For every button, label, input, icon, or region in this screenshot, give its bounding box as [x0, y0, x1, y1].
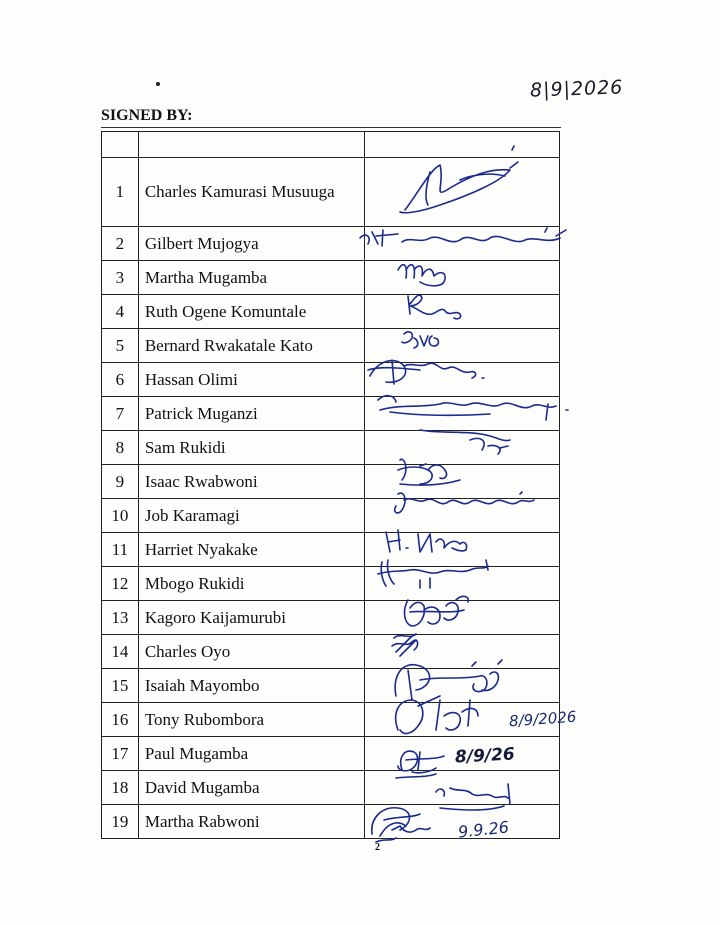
signed-by-heading: SIGNED BY: [101, 107, 561, 128]
signature-cell [364, 499, 559, 533]
signatory-name: Hassan Olimi [138, 363, 364, 397]
row-number: 8 [102, 431, 139, 465]
signatory-name: David Mugamba [138, 771, 364, 805]
signatory-name: Paul Mugamba [138, 737, 364, 771]
signature-date-19: 9.9.26 [457, 817, 510, 842]
table-row [102, 465, 560, 499]
page-number: 2 [375, 842, 380, 853]
signatory-table [101, 131, 560, 842]
signature-cell [364, 261, 559, 295]
header-cell-name [138, 132, 364, 158]
row-number: 7 [102, 397, 139, 431]
signatory-name: Isaiah Mayombo [138, 669, 364, 703]
signatory-name: Charles Kamurasi Musuuga [138, 158, 364, 227]
row-number: 6 [102, 363, 139, 397]
signatory-name: Sam Rukidi [138, 431, 364, 465]
row-number: 17 [102, 737, 139, 771]
row-number: 19 [102, 805, 139, 839]
signature-cell [364, 465, 559, 499]
table-row [102, 771, 560, 805]
signatory-name: Mbogo Rukidi [138, 567, 364, 601]
table-row [102, 635, 560, 669]
table-row [102, 295, 560, 329]
signature-date-16: 8/9/2026 [508, 707, 577, 731]
signature-cell [364, 431, 559, 465]
signatory-name: Tony Rubombora [138, 703, 364, 737]
handwritten-date: 8|9|2026 [529, 76, 624, 102]
signatory-name: Charles Oyo [138, 635, 364, 669]
signatory-name: Harriet Nyakake [138, 533, 364, 567]
header-cell-signature [364, 132, 559, 158]
row-number: 10 [102, 499, 139, 533]
table-row [102, 329, 560, 363]
row-number: 2 [102, 227, 139, 261]
row-number: 13 [102, 601, 139, 635]
table-row [102, 669, 560, 703]
header-cell-number [102, 132, 139, 158]
row-number: 14 [102, 635, 139, 669]
signatory-name: Ruth Ogene Komuntale [138, 295, 364, 329]
table-row [102, 499, 560, 533]
signature-cell [364, 669, 559, 703]
signature-cell [364, 363, 559, 397]
signatory-name: Job Karamagi [138, 499, 364, 533]
table-row [102, 158, 560, 227]
row-number: 12 [102, 567, 139, 601]
signature-cell [364, 533, 559, 567]
table-row [102, 567, 560, 601]
signature-cell [364, 397, 559, 431]
row-number: 3 [102, 261, 139, 295]
signatory-name: Martha Rabwoni [138, 805, 364, 839]
table-row [102, 363, 560, 397]
table-row [102, 397, 560, 431]
row-number: 5 [102, 329, 139, 363]
signature-cell [364, 158, 559, 227]
row-number: 9 [102, 465, 139, 499]
table-row [102, 533, 560, 567]
signature-cell [364, 635, 559, 669]
signature-cell [364, 329, 559, 363]
signature-cell [364, 295, 559, 329]
signatory-name: Patrick Muganzi [138, 397, 364, 431]
signatory-name: Martha Mugamba [138, 261, 364, 295]
row-number: 15 [102, 669, 139, 703]
table-row [102, 601, 560, 635]
signature-cell [364, 227, 559, 261]
row-number: 4 [102, 295, 139, 329]
table-header-row [102, 132, 560, 158]
signatory-name: Bernard Rwakatale Kato [138, 329, 364, 363]
signatory-name: Gilbert Mujogya [138, 227, 364, 261]
signatory-name: Kagoro Kaijamurubi [138, 601, 364, 635]
signature-cell [364, 771, 559, 805]
row-number: 11 [102, 533, 139, 567]
row-number: 18 [102, 771, 139, 805]
table-row [102, 261, 560, 295]
table-row [102, 703, 560, 737]
signature-cell [364, 567, 559, 601]
row-number: 16 [102, 703, 139, 737]
row-number: 1 [102, 158, 139, 227]
signature-date-17: 8/9/26 [454, 744, 516, 768]
signatory-name: Isaac Rwabwoni [138, 465, 364, 499]
table-row [102, 227, 560, 261]
stray-mark [156, 82, 160, 86]
table-row [102, 431, 560, 465]
signature-cell [364, 601, 559, 635]
